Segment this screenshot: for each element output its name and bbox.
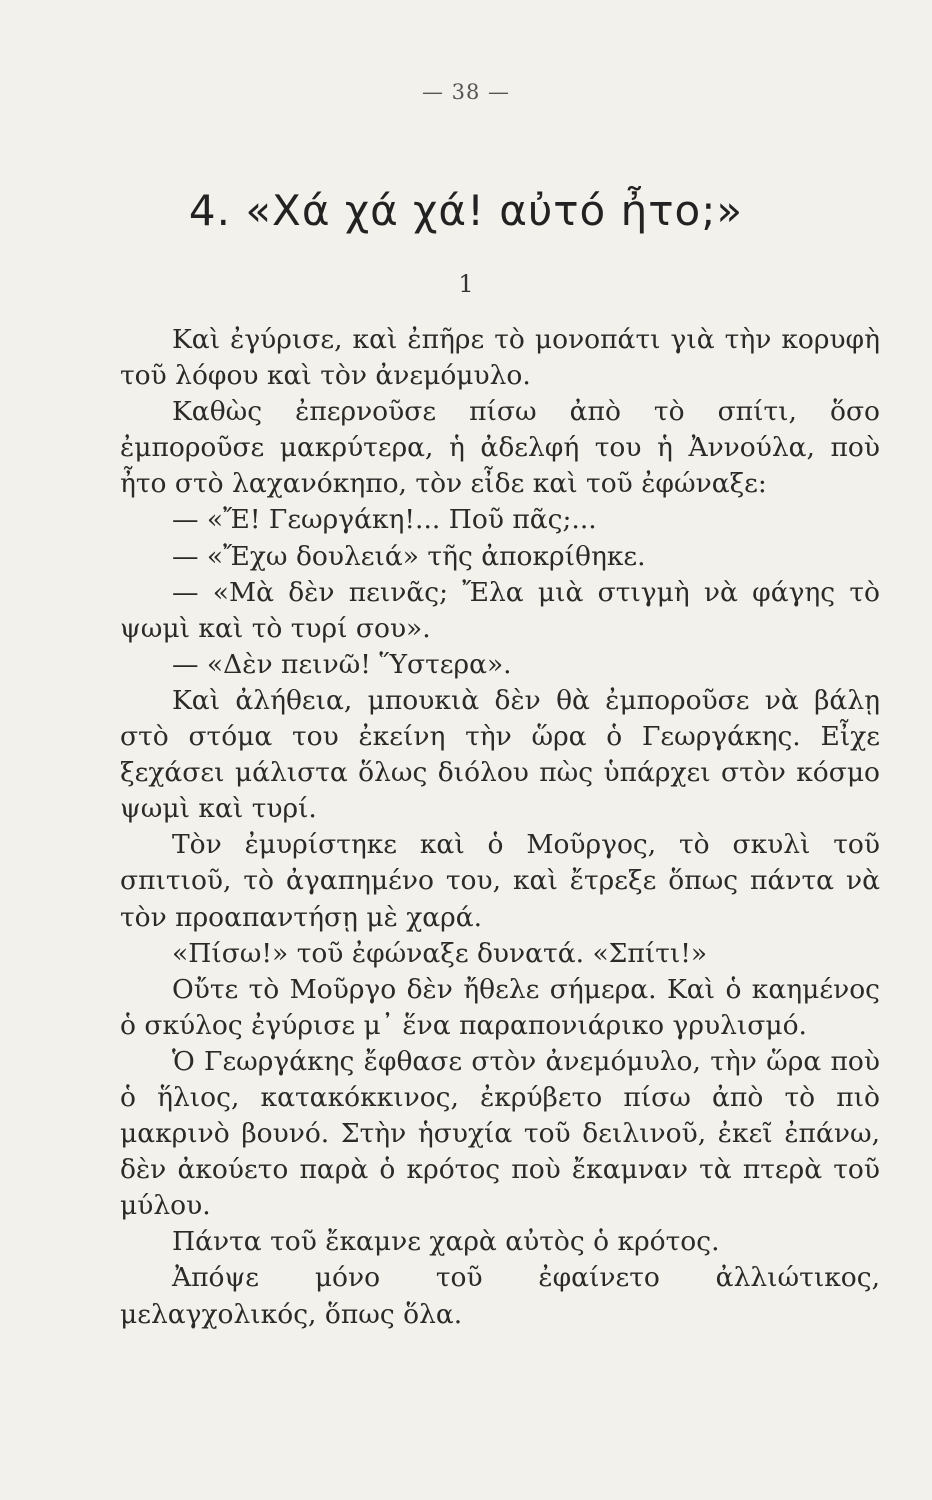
dialogue-line: — «Μὰ δὲν πεινᾶς; Ἔλα μιὰ στιγμὴ νὰ φάγης τὸ ψωμὶ καὶ τὸ τυρί σου».: [120, 576, 880, 644]
paragraph: «Πίσω!» τοῦ ἐφώναξε δυνατά. «Σπίτι!»: [172, 937, 708, 969]
paragraph: Τὸν ἐμυρίστηκε καὶ ὁ Μοῦργος, τὸ σκυλὶ τοῦ σπιτιοῦ, τὸ ἀγαπημένο του, καὶ ἔτρεξε ὅπως πάντα νὰ τὸν προαπαντήσῃ μὲ χαρά.: [120, 829, 880, 933]
paragraph: Ὁ Γεωργάκης ἔφθασε στὸν ἀνεμόμυλο, τὴν ὥρα ποὺ ὁ ἥλιος, κατακόκκινος, ἐκρύβετο πίσω ἀπὸ τὸ πιὸ μακρινὸ βουνό. Στὴν ἡσυχία τοῦ δειλινοῦ, ἐκεῖ ἐπάνω, δὲν ἀκούετο παρὰ ὁ κρότος ποὺ ἔκαμναν τὰ πτερὰ τοῦ μύλου.: [120, 1045, 880, 1222]
paragraph: Καθὼς ἐπερνοῦσε πίσω ἀπὸ τὸ σπίτι, ὅσο ἐμποροῦσε μακρύτερα, ἡ ἀδελφή του ἡ Ἀννούλα, ποὺ ἦτο στὸ λαχανόκηπο, τὸν εἶδε καὶ τοῦ ἐφώναξε:: [120, 396, 880, 500]
page-number: — 38 —: [421, 80, 511, 104]
dialogue-line: — «Ἔχω δουλειά» τῆς ἀποκρίθηκε.: [172, 540, 646, 572]
body-text: [120, 322, 880, 1333]
dialogue-line: — «Δὲν πεινῶ! Ὕστερα».: [172, 648, 512, 680]
section-number: 1: [458, 270, 474, 298]
paragraph: Οὔτε τὸ Μοῦργο δὲν ἤθελε σήμερα. Καὶ ὁ καημένος ὁ σκύλος ἐγύρισε μ᾿ ἕνα παραπονιάρικο γρυλισμό.: [120, 973, 880, 1041]
paragraph: Καὶ ἀλήθεια, μπουκιὰ δὲν θὰ ἐμποροῦσε νὰ βάλῃ στὸ στόμα του ἐκείνη τὴν ὥρα ὁ Γεωργάκης. Εἶχε ξεχάσει μάλιστα ὅλως διόλου πὼς ὑπάρχει στὸν κόσμο ψωμὶ καὶ τυρί.: [120, 684, 880, 825]
paragraph: Ἀπόψε μόνο τοῦ ἐφαίνετο ἀλλιώτικος, μελαγχολικός, ὅπως ὅλα.: [120, 1262, 880, 1330]
paragraph: Πάντα τοῦ ἔκαμνε χαρὰ αὐτὸς ὁ κρότος.: [172, 1226, 720, 1258]
paragraph: Καὶ ἐγύρισε, καὶ ἐπῆρε τὸ μονοπάτι γιὰ τὴν κορυφὴ τοῦ λόφου καὶ τὸν ἀνεμόμυλο.: [120, 324, 880, 392]
dialogue-line: — «Ἔ! Γεωργάκη!... Ποῦ πᾶς;...: [172, 504, 597, 536]
chapter-title: 4. «Χά χά χά! αὐτό ἦτο;»: [188, 186, 744, 235]
